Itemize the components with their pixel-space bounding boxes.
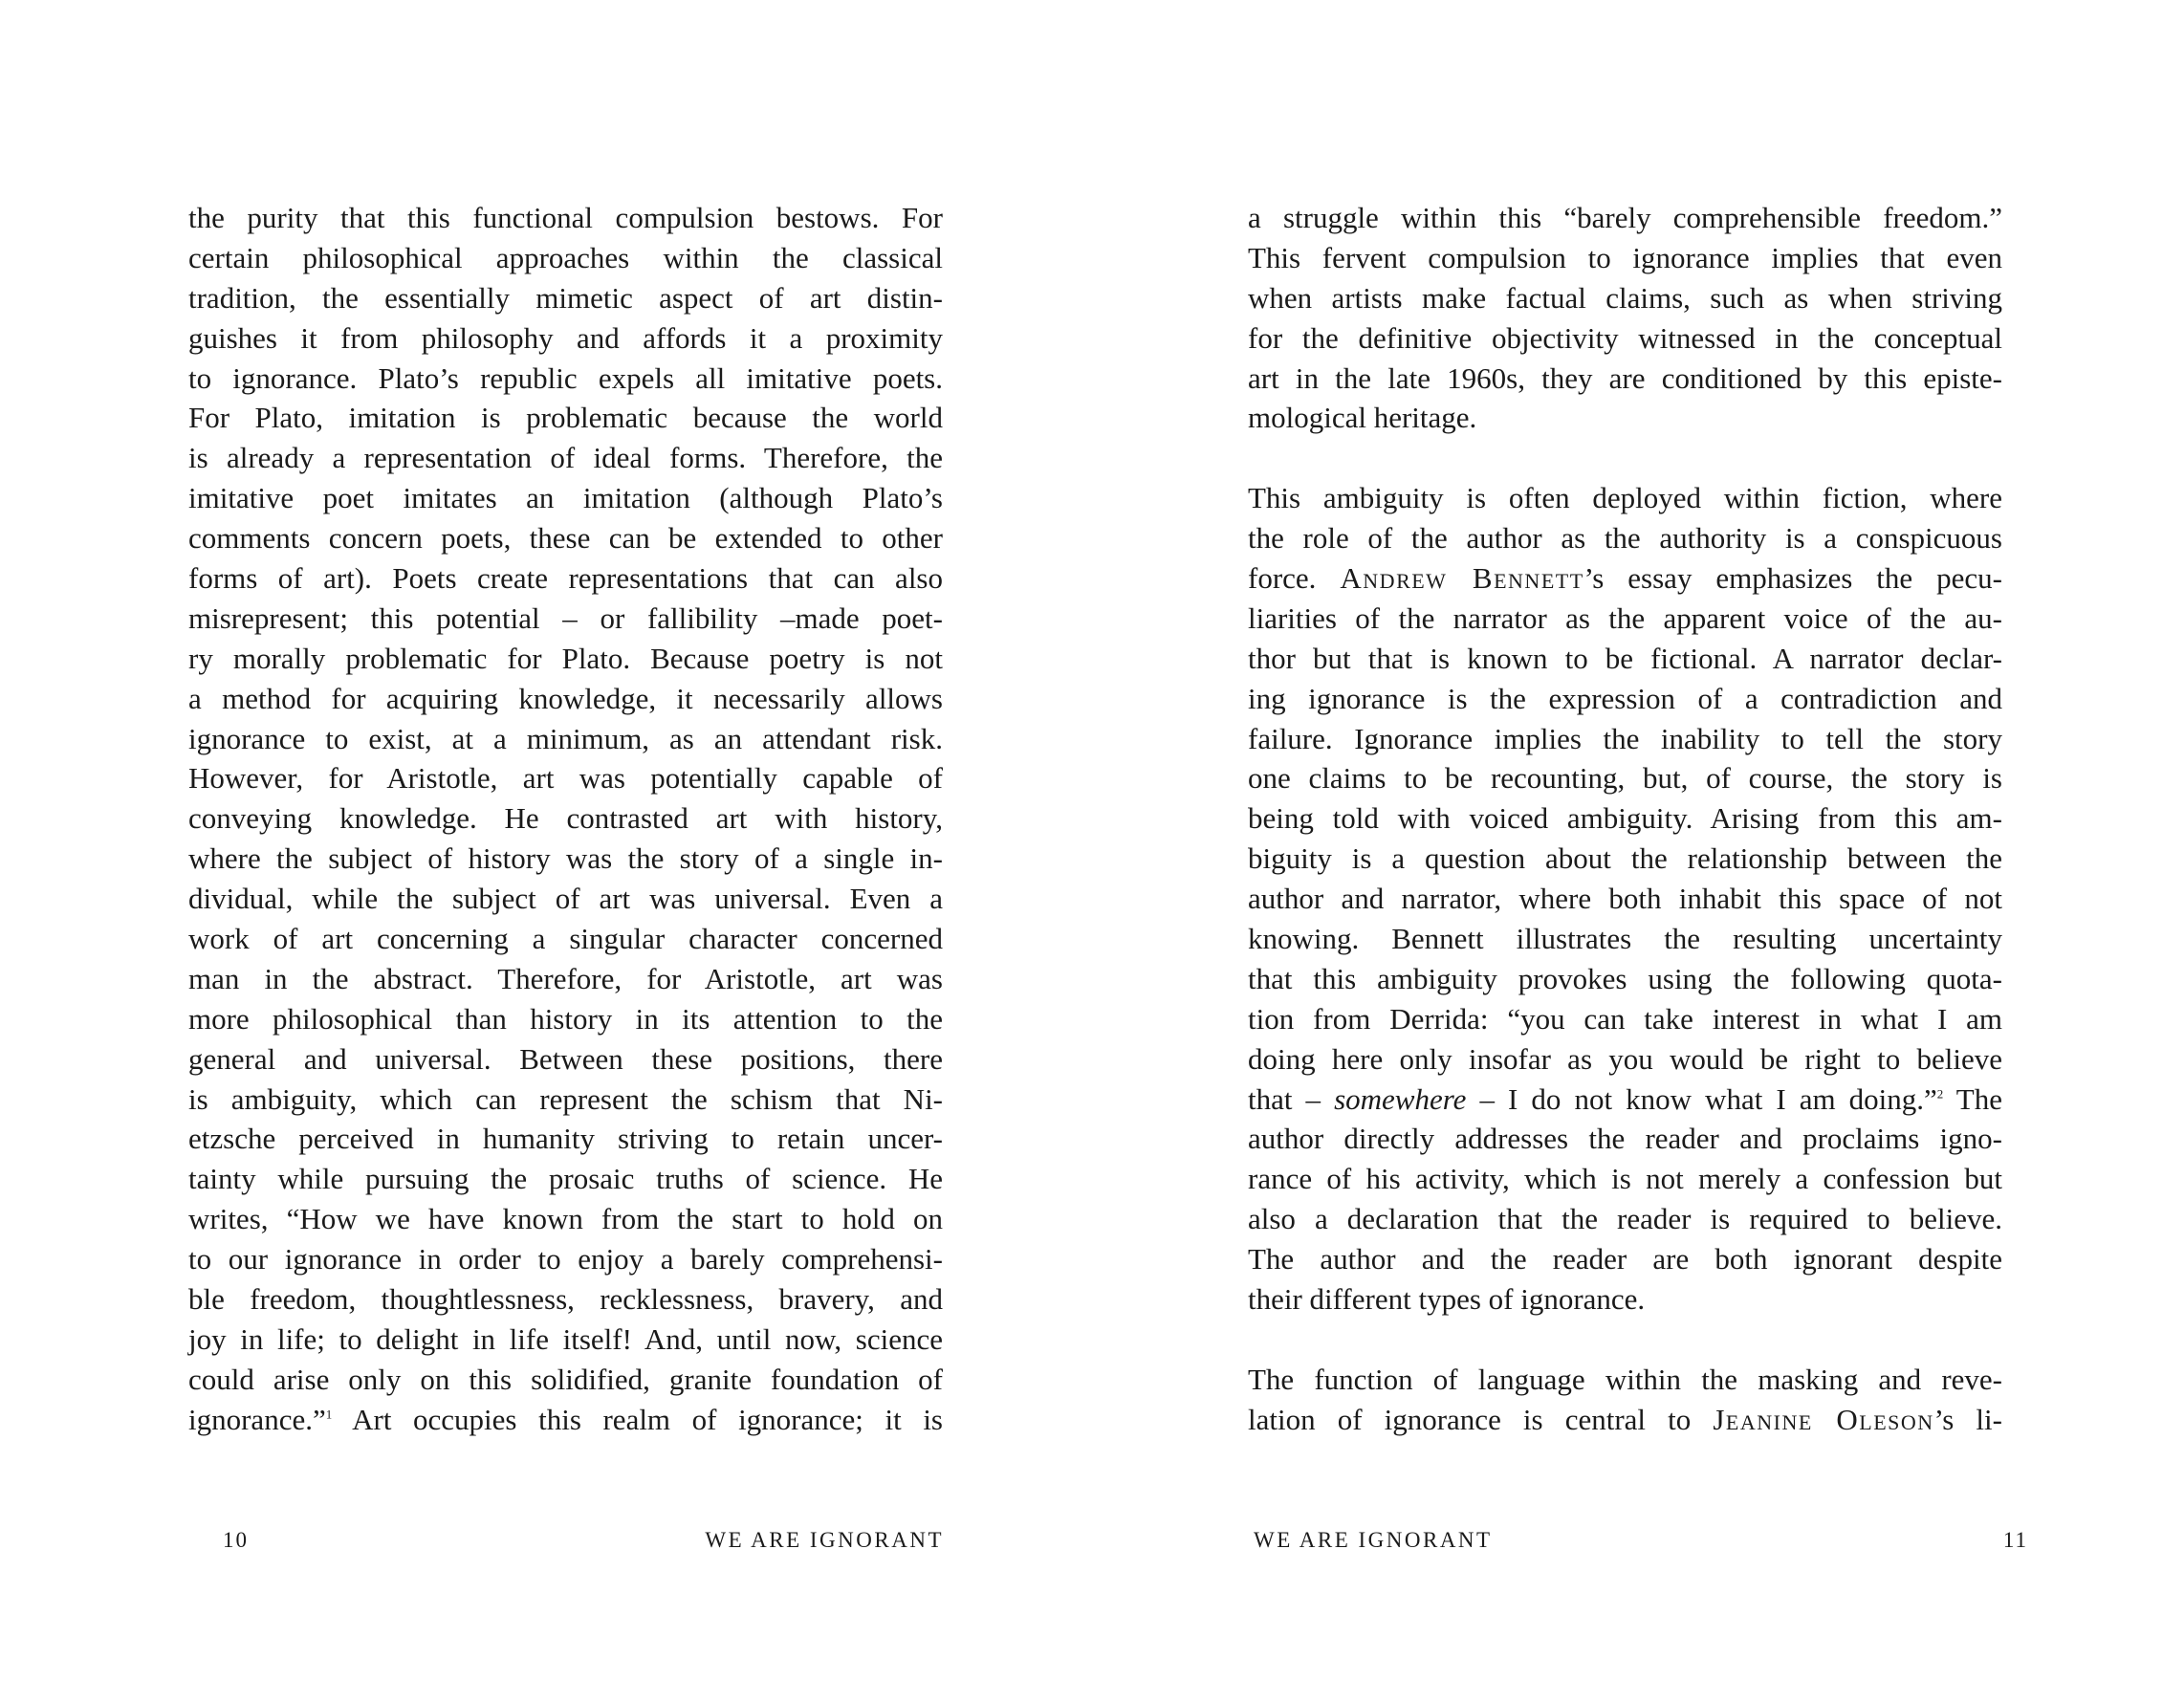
text-fragment: Art occupies this realm of ignorance; it is xyxy=(332,1402,943,1436)
text-line: misrepresent; this potential – or fallibility –made poet- xyxy=(188,600,943,635)
text-line: also a declaration that the reader is required to believe. xyxy=(1248,1202,2002,1236)
text-line: being told with voiced ambiguity. Arising from this am- xyxy=(1248,801,2002,836)
page-number-left: 10 xyxy=(223,1528,249,1552)
text-line: writes, “How we have known from the start to hold on xyxy=(188,1202,943,1236)
running-head-left: WE ARE IGNORANT xyxy=(705,1528,944,1552)
text-line: could arise only on this solidified, granite foundation of xyxy=(188,1362,943,1396)
text-line: conveying knowledge. He contrasted art with history, xyxy=(188,801,943,836)
italic-somewhere: somewhere xyxy=(1334,1081,1467,1116)
text-line: the purity that this functional compulsion bestows. For xyxy=(188,201,943,234)
text-line xyxy=(1248,558,2002,599)
text-fragment: force. xyxy=(1248,561,1341,596)
text-line: However, for Aristotle, art was potentially capable of xyxy=(188,761,943,796)
text-fragment: – I do not know what I am doing.” xyxy=(1466,1081,1937,1116)
text-line: to our ignorance in order to enjoy a barely comprehensi- xyxy=(188,1242,943,1276)
text-line: one claims to be recounting, but, of course, the story is xyxy=(1248,761,2002,796)
text-fragment: ’s essay emphasizes the pecu- xyxy=(1583,561,2002,596)
text-line: general and universal. Between these positions, there xyxy=(188,1041,943,1076)
text-line: mological heritage. xyxy=(1248,401,1477,435)
text-line: for the definitive objectivity witnessed in the conceptual xyxy=(1248,320,2002,355)
footnote-marker-2[interactable]: 2 xyxy=(1936,1086,1944,1102)
text-line: forms of art). Poets create representations that can also xyxy=(188,561,943,596)
text-line: work of art concerning a singular character concerned xyxy=(188,922,943,956)
text-line: their different types of ignorance. xyxy=(1248,1282,1646,1317)
text-line: liarities of the narrator as the apparent voice of the au- xyxy=(1248,600,2002,635)
text-line-last xyxy=(188,1400,943,1440)
text-line: imitative poet imitates an imitation (although Plato’s xyxy=(188,481,943,515)
text-line: This ambiguity is often deployed within fiction, where xyxy=(1248,481,2002,515)
text-line: The author and the reader are both ignorant despite xyxy=(1248,1242,2002,1276)
text-line: the role of the author as the authority is a conspicuous xyxy=(1248,521,2002,556)
text-line: tradition, the essentially mimetic aspect of art distin- xyxy=(188,280,943,315)
text-line: is already a representation of ideal forms. Therefore, the xyxy=(188,441,943,475)
text-line xyxy=(1248,1080,2002,1120)
text-line: man in the abstract. Therefore, for Aristotle, art was xyxy=(188,961,943,995)
right-body-text xyxy=(1248,198,2002,1440)
text-fragment: The xyxy=(1943,1081,2002,1116)
text-line: that this ambiguity provokes using the following quota- xyxy=(1248,961,2002,995)
text-line: author and narrator, where both inhabit this space of not xyxy=(1248,882,2002,916)
text-line: ry morally problematic for Plato. Because poetry is not xyxy=(188,641,943,675)
text-fragment: ’s li- xyxy=(1933,1402,2002,1436)
text-line: comments concern poets, these can be extended to other xyxy=(188,521,943,556)
text-line: where the subject of history was the story of a single in- xyxy=(188,841,943,876)
text-line: is ambiguity, which can represent the schism that Ni- xyxy=(188,1081,943,1116)
text-fragment: ignorance.” xyxy=(188,1402,326,1436)
text-line: failure. Ignorance implies the inability to tell the story xyxy=(1248,721,2002,755)
text-line: author directly addresses the reader and proclaims igno- xyxy=(1248,1122,2002,1156)
left-body-text xyxy=(188,198,943,1440)
text-line: guishes it from philosophy and affords it a proximity xyxy=(188,320,943,355)
text-line: joy in life; to delight in life itself! And, until now, science xyxy=(188,1321,943,1356)
text-line: more philosophical than history in its attention to the xyxy=(188,1001,943,1036)
text-line: rance of his activity, which is not merely a confession but xyxy=(1248,1162,2002,1196)
text-line xyxy=(1248,1400,2002,1440)
text-line: tion from Derrida: “you can take interest in what I am xyxy=(1248,1001,2002,1036)
text-line: tainty while pursuing the prosaic truths of science. He xyxy=(188,1162,943,1196)
author-name-andrew-bennett: Andrew Bennett xyxy=(1340,561,1584,596)
text-line: a method for acquiring knowledge, it necessarily allows xyxy=(188,681,943,715)
text-line: biguity is a question about the relationship between the xyxy=(1248,841,2002,876)
text-fragment: that – xyxy=(1248,1081,1335,1116)
text-line: The function of language within the masking and reve- xyxy=(1248,1362,2002,1396)
text-line: to ignorance. Plato’s republic expels all imitative poets. xyxy=(188,360,943,395)
footnote-marker-1[interactable]: 1 xyxy=(325,1407,333,1422)
text-line: art in the late 1960s, they are conditioned by this episte- xyxy=(1248,360,2002,395)
text-line: ignorance to exist, at a minimum, as an attendant risk. xyxy=(188,721,943,755)
text-line: dividual, while the subject of art was universal. Even a xyxy=(188,882,943,916)
text-line: For Plato, imitation is problematic because the world xyxy=(188,401,943,435)
text-line: ble freedom, thoughtlessness, recklessness, bravery, and xyxy=(188,1282,943,1317)
text-line: ing ignorance is the expression of a contradiction and xyxy=(1248,681,2002,715)
text-line: when artists make factual claims, such as when striving xyxy=(1248,280,2002,315)
running-head-right: WE ARE IGNORANT xyxy=(1254,1528,1493,1552)
paragraph-gap xyxy=(1248,1320,2002,1360)
text-line: doing here only insofar as you would be right to believe xyxy=(1248,1041,2002,1076)
text-line: This fervent compulsion to ignorance implies that even xyxy=(1248,240,2002,274)
text-line: knowing. Bennett illustrates the resulting uncertainty xyxy=(1248,922,2002,956)
text-line: certain philosophical approaches within the classical xyxy=(188,240,943,274)
text-line: etzsche perceived in humanity striving to retain uncer- xyxy=(188,1122,943,1156)
text-line: thor but that is known to be fictional. A narrator declar- xyxy=(1248,641,2002,675)
text-fragment: lation of ignorance is central to xyxy=(1248,1402,1714,1436)
paragraph-gap xyxy=(1248,438,2002,478)
page-number-right: 11 xyxy=(2002,1528,2028,1552)
author-name-jeanine-oleson: Jeanine Oleson xyxy=(1713,1402,1934,1436)
text-line: a struggle within this “barely comprehensible freedom.” xyxy=(1248,201,2002,234)
right-page xyxy=(1092,0,2184,1702)
